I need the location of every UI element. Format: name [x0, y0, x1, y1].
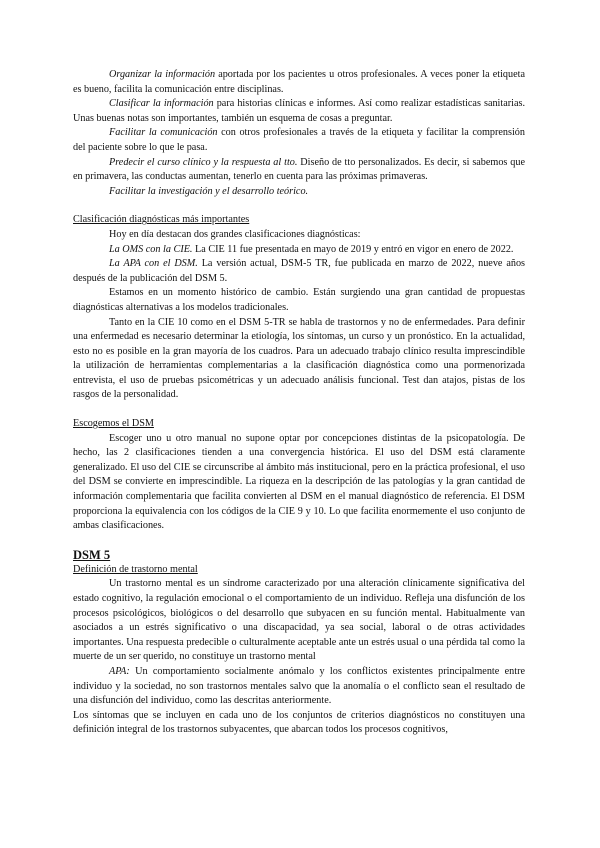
purpose-item — [73, 156, 525, 185]
document-body — [73, 68, 525, 738]
paragraph — [73, 243, 525, 258]
cie-text: La CIE 11 fue presentada en mayo de 2019 y entró en vigor en enero de 2022. — [192, 243, 514, 255]
purpose-term: Clasificar la información — [109, 98, 214, 110]
apa-label: APA: — [109, 665, 130, 677]
purpose-term: Predecir el curso clínico y la respuesta al tto. — [109, 156, 298, 168]
paragraph: Hoy en día destacan dos grandes clasificaciones diagnósticas: — [109, 228, 361, 240]
purpose-item — [73, 97, 525, 126]
purpose-text: aportada por los pacientes u otros profesionales. A veces poner la etiqueta es bueno, facilita la comunicación entre disciplinas. — [73, 69, 525, 95]
cie-term: La OMS con la CIE. — [109, 243, 193, 255]
paragraph: Los síntomas que se incluyen en cada uno de los conjuntos de criterios diagnósticos no constituyen una definición integral de los trastornos subyacentes, que abarcan todos los procesos cognitivos, — [73, 709, 525, 736]
purpose-term: Organizar la información — [109, 69, 216, 80]
paragraph — [73, 665, 525, 709]
apa-text: La versión actual, DSM-5 TR, fue publicada en marzo de 2022, nueve años después de la publicación del DSM 5. — [73, 258, 525, 284]
purpose-term: Facilitar la comunicación — [109, 127, 218, 139]
purpose-text: para historias clínicas e informes. Así como realizar estadísticas sanitarias. Unas buenas notas son importantes, también un esquema de cosas a preguntar. — [73, 98, 526, 124]
purpose-item — [73, 126, 525, 155]
paragraph: Estamos en un momento histórico de cambio. Están surgiendo una gran cantidad de propuestas diagnósticas alternativas a los modelos tradicionales. — [73, 287, 525, 313]
purpose-item — [73, 185, 525, 200]
purpose-term: Facilitar la investigación y el desarrollo teórico. — [109, 185, 309, 197]
section-heading-escogemos: Escogemos el DSM — [73, 418, 154, 430]
paragraph: Un trastorno mental es un síndrome caracterizado por una alteración clínicamente significativa del estado cognitivo, la regulación emocional o el comportamiento de un individuo. Refleja una disfunción de los procesos psicológicos, biológicos o del desarrollo que subyacen en su función mental. Habitualmente van asociados a un estrés significativo o una discapacidad, ya sea social, laboral o de otras actividades importantes. Una respuesta predecible o culturalmente aceptable ante un estrés usual o una pérdida tal como la muerte de un ser querido, no constituye un trastorno mental — [73, 578, 525, 663]
apa-definition: Un comportamiento socialmente anómalo y los conflictos existentes principalmente entre individuo y la sociedad, no son trastornos mentales salvo que la anomalía o el conflicto sean el resultado de una disfunción del individuo, como las descritas anteriormente. — [73, 665, 525, 707]
section-title-dsm5: DSM 5 — [73, 547, 111, 562]
paragraph: Tanto en la CIE 10 como en el DSM 5-TR se habla de trastornos y no de enfermedades. Para definir una enfermedad es necesario determinar la etiología, los síntomas, un curso y un pronóstico. En la actualidad, esto no es posible en la gran mayoría de los cuadros. Para un adecuado trabajo clínico resulta imprescindible la utilización de herramientas complementarias a la clasificación diagnóstica como una pormenorizada entrevista, el uso de pruebas psicométricas y un adecuado análisis funcional. Test dan atajos, pistas de los rasgos de la personalidad. — [73, 316, 525, 401]
paragraph — [73, 257, 525, 286]
paragraph: Escoger uno u otro manual no supone optar por concepciones distintas de la psicopatología. De hecho, las 2 clasificaciones tienden a una convergencia histórica. El uso del DSM está claramente generalizado. El uso del CIE se circunscribe al ámbito más institucional, pero en la práctica profesional, el uso del DSM se convierte en imprescindible. La riqueza en la descripción de las patologías y la gran cantidad de información complementaria que facilita convierten al DSM en el manual diagnóstico de referencia. El DSM proporciona la equivalencia con los códigos de la CIE 9 y 10. Lo que facilita enormemente el uso conjunto de ambas clasificaciones. — [73, 432, 525, 532]
subheading-definicion: Definición de trastorno mental — [73, 563, 198, 575]
section-heading-clasificacion: Clasificación diagnósticas más importantes — [73, 214, 250, 226]
apa-term: La APA con el DSM. — [109, 258, 198, 270]
purpose-item — [73, 68, 525, 97]
purpose-text: con otros profesionales a través de la etiqueta y facilitar la comprensión del paciente sobre lo que le pasa. — [73, 127, 525, 153]
purpose-text: Diseño de tto personalizados. Es decir, si sabemos que en primavera, las conductas aumentan, tenerlo en cuenta para las próximas primaveras. — [73, 156, 525, 183]
